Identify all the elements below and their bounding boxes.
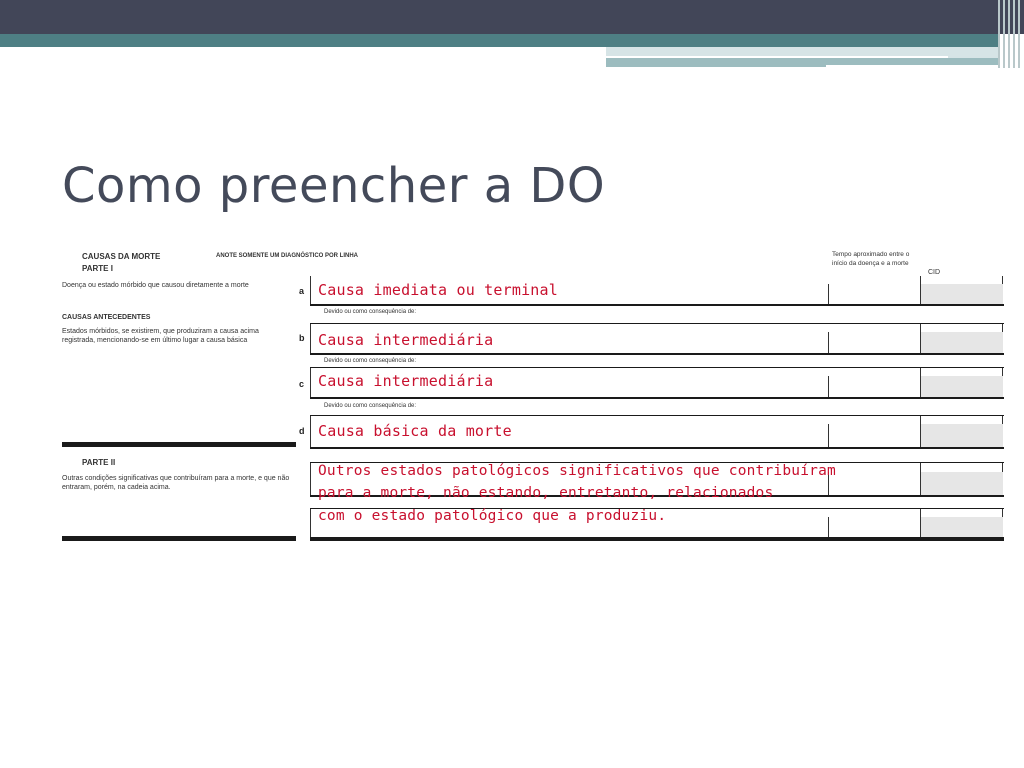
devido-label: Devido ou como consequência de: (324, 309, 417, 315)
row-left-border (310, 509, 311, 539)
devido-label: Devido ou como consequência de: (324, 358, 417, 364)
row-line-bottom (310, 537, 1004, 541)
row-line (310, 397, 1004, 399)
parte1-header: PARTE I (82, 264, 113, 273)
row-left-border (310, 368, 311, 398)
cid-field-d (921, 424, 1003, 448)
antecedentes-title: CAUSAS ANTECEDENTES (62, 314, 151, 321)
row-letter-b: b (299, 333, 305, 343)
row-left-border (310, 463, 311, 496)
row-top-line (310, 367, 1004, 368)
row-left-border (310, 276, 311, 304)
row-letter-d: d (299, 426, 305, 436)
cid-field-b (921, 332, 1003, 354)
row-line (310, 447, 1004, 449)
parte2-description: Outras condições significativas que contribuíram para a morte, e que não entraram, porém, na cadeia acima. (62, 475, 290, 491)
row-letter-c: c (299, 379, 305, 389)
causas-header: CAUSAS DA MORTE (82, 252, 161, 261)
entry-a: Causa imediata ou terminal (318, 281, 558, 299)
row-line (310, 304, 1004, 306)
column-divider (828, 424, 829, 448)
parte2-header: PARTE II (82, 458, 116, 467)
cid-field-a (921, 284, 1003, 304)
column-divider (828, 517, 829, 539)
antecedentes-description: Estados mórbidos, se existirem, que produziram a causa acima registrada, mencionando-se em último lugar a causa básica (62, 328, 259, 344)
entry-parte2-line2: para a morte, não estando, entretanto, relacionados (318, 485, 774, 501)
parte1-description: Doença ou estado mórbido que causou diretamente a morte (62, 282, 249, 289)
row-left-border (310, 416, 311, 448)
cid-field-parte2-1 (921, 472, 1003, 496)
devido-label: Devido ou como consequência de: (324, 403, 417, 409)
entry-parte2-line3: com o estado patológico que a produziu. (318, 508, 667, 524)
row-top-line (310, 415, 1004, 416)
column-header-cid: CID (928, 269, 941, 276)
column-divider (828, 332, 829, 354)
cid-field-c (921, 376, 1003, 398)
entry-c: Causa intermediária (318, 372, 494, 390)
column-header-time: Tempo aproximado entre o início da doença e a morte (832, 251, 910, 267)
row-left-border (310, 324, 311, 354)
column-divider (828, 376, 829, 398)
left-divider (62, 536, 296, 541)
entry-d: Causa básica da morte (318, 422, 512, 440)
row-line (310, 353, 1004, 355)
row-top-line (310, 323, 1004, 324)
slide-title: Como preencher a DO (62, 158, 606, 214)
cid-field-parte2-2 (921, 517, 1003, 539)
entry-b: Causa intermediária (318, 331, 494, 349)
left-divider (62, 442, 296, 447)
row-letter-a: a (299, 286, 305, 296)
entry-parte2-line1: Outros estados patológicos significativos que contribuíram (318, 463, 836, 479)
column-divider (828, 284, 829, 304)
column-header-main: ANOTE SOMENTE UM DIAGNÓSTICO POR LINHA (216, 253, 359, 259)
